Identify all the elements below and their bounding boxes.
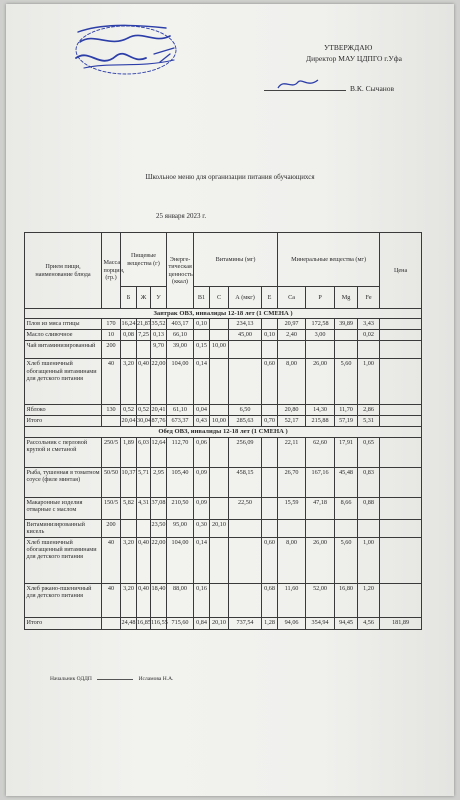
section-row [25,309,422,319]
dish-name: Хлеб пшеничный обогащенный витаминами для детского питания [25,537,102,583]
document-sheet [6,4,454,796]
table-cell [210,537,229,583]
table-cell [380,330,422,341]
table-cell [137,519,151,537]
table-cell: 62,60 [306,437,335,467]
table-cell [194,330,210,341]
table-cell: 200 [102,341,121,359]
table-cell: 104,00 [167,359,194,405]
table-cell: 30,04 [137,416,151,427]
table-cell: 215,88 [306,416,335,427]
table-cell: 26,00 [306,537,335,583]
table-cell: 15,59 [278,497,306,519]
table-cell: 52,17 [278,416,306,427]
table-cell: 172,58 [306,319,335,330]
table-cell: 150/5 [102,497,121,519]
footer-signature [50,676,173,682]
table-cell: 0,65 [358,437,380,467]
table-cell [262,497,278,519]
table-cell: 8,00 [278,537,306,583]
table-cell: 0,10 [194,319,210,330]
table-cell: 22,11 [278,437,306,467]
table-cell [262,341,278,359]
table-cell: 20,10 [210,617,229,629]
table-cell: 0,14 [194,359,210,405]
table-cell [262,467,278,497]
table-cell: 0,60 [262,537,278,583]
table-cell: 0,40 [137,583,151,617]
section-title: Завтрак ОВЗ, инвалиды 12-18 лет (1 СМЕНА ) [25,309,422,319]
signature-line [264,90,346,91]
table-cell: 458,15 [229,467,262,497]
table-row [25,416,422,427]
table-cell [278,341,306,359]
table-cell [210,467,229,497]
table-cell: 9,70 [151,341,167,359]
table-cell [380,359,422,405]
header-sub: Ж [137,287,151,309]
table-row [25,330,422,341]
table-cell [210,319,229,330]
table-cell: 18,40 [151,583,167,617]
table-cell: 0,43 [194,416,210,427]
table-cell: 94,45 [335,617,358,629]
table-cell: 737,54 [229,617,262,629]
table-row [25,437,422,467]
table-cell [380,519,422,537]
table-cell [229,537,262,583]
table-cell: 10,37 [121,467,137,497]
table-row [25,497,422,519]
dish-name: Макаронные изделия отварные с маслом [25,497,102,519]
table-cell: 57,19 [335,416,358,427]
table-cell: 20,80 [278,405,306,416]
table-cell [262,319,278,330]
table-cell: 715,60 [167,617,194,629]
table-cell: 16,24 [121,319,137,330]
header-price: Цена [380,233,422,309]
table-cell: 0,83 [358,467,380,497]
table-cell: 45,48 [335,467,358,497]
table-cell [380,405,422,416]
table-cell: 21,87 [137,319,151,330]
table-cell: 16,85 [137,617,151,629]
table-cell: 200 [102,519,121,537]
table-cell [380,583,422,617]
footer-name: Исламова Н.А. [138,676,174,682]
table-cell: 354,94 [306,617,335,629]
table-cell: 66,10 [167,330,194,341]
table-cell: 0,08 [121,330,137,341]
footer-signature-line [97,679,133,680]
table-cell [278,519,306,537]
header-sub: Е [262,287,278,309]
table-cell: 1,00 [358,359,380,405]
table-cell [262,405,278,416]
table-cell [229,341,262,359]
table-cell: 3,43 [358,319,380,330]
table-cell: 20,41 [151,405,167,416]
table-cell: 16,80 [335,583,358,617]
table-cell [380,437,422,467]
approval-position: Директор МАУ ЦДПГО г.Уфа [306,54,402,63]
section-row [25,427,422,437]
table-cell [102,617,121,629]
table-cell: 26,00 [306,359,335,405]
table-cell [358,519,380,537]
table-cell: 87,76 [151,416,167,427]
table-cell [210,583,229,617]
table-cell: 285,63 [229,416,262,427]
table-cell: 20,04 [121,416,137,427]
header-sub: У [151,287,167,309]
table-cell: 0,13 [151,330,167,341]
approval-title: УТВЕРЖДАЮ [324,43,373,52]
menu-table [24,232,422,630]
table-cell: 5,31 [358,416,380,427]
table-cell: 0,68 [262,583,278,617]
table-cell: 0,15 [194,341,210,359]
table-cell: 0,70 [262,416,278,427]
table-cell: 12,64 [151,437,167,467]
menu-date: 25 января 2023 г. [156,212,207,220]
approval-block [306,42,402,64]
table-cell: 17,91 [335,437,358,467]
header-mass: Масса порции, (гр.) [102,233,121,309]
table-cell: 40 [102,583,121,617]
table-cell: 167,16 [306,467,335,497]
table-cell: 0,40 [137,537,151,583]
table-cell [306,519,335,537]
header-energy: Энерге-тическая ценность (ккал) [167,233,194,309]
table-cell: 181,89 [380,617,422,629]
table-cell: 0,60 [262,359,278,405]
table-cell [137,341,151,359]
table-row [25,319,422,330]
table-cell: 0,09 [194,497,210,519]
table-cell: 39,00 [167,341,194,359]
header-sub: В1 [194,287,210,309]
table-cell [380,416,422,427]
table-cell: 61,10 [167,405,194,416]
table-cell: 112,70 [167,437,194,467]
table-cell: 8,00 [278,359,306,405]
table-cell [210,359,229,405]
dish-name: Итого [25,416,102,427]
table-cell: 4,56 [358,617,380,629]
header-sub: Б [121,287,137,309]
header-sub: А (мкг) [229,287,262,309]
table-cell: 0,88 [358,497,380,519]
table-cell: 130 [102,405,121,416]
table-cell: 6,03 [137,437,151,467]
table-cell [262,519,278,537]
dish-name: Хлеб пшеничный обогащенный витаминами для детского питания [25,359,102,405]
header-nutrients: Пищевые вещества (г) [121,233,167,287]
table-cell: 6,50 [229,405,262,416]
table-cell: 5,60 [335,537,358,583]
header-dish: Прием пищи, наименование блюда [25,233,102,309]
table-cell: 0,40 [137,359,151,405]
table-cell: 20,10 [210,519,229,537]
table-cell [210,497,229,519]
table-cell: 0,52 [121,405,137,416]
table-cell: 256,09 [229,437,262,467]
approver-name: В.К. Сычанов [350,84,395,93]
table-cell: 5,71 [137,467,151,497]
table-cell: 37,08 [151,497,167,519]
table-cell [210,330,229,341]
table-cell: 3,20 [121,583,137,617]
dish-name: Итого [25,617,102,629]
table-cell [380,467,422,497]
table-cell: 403,17 [167,319,194,330]
table-cell: 47,18 [306,497,335,519]
dish-name: Плов из мяса птицы [25,319,102,330]
table-cell: 11,60 [278,583,306,617]
dish-name: Рассольник с перловой крупой и сметаной [25,437,102,467]
table-cell [121,519,137,537]
table-cell: 4,31 [137,497,151,519]
table-cell: 50/50 [102,467,121,497]
table-cell: 23,50 [151,519,167,537]
table-cell: 2,40 [278,330,306,341]
table-cell: 24,48 [121,617,137,629]
menu-title: Школьное меню для организации питания обучающихся [145,173,315,181]
table-cell [380,537,422,583]
table-cell: 1,20 [358,583,380,617]
table-cell: 8,66 [335,497,358,519]
header-minerals: Минеральные вещества (мг) [278,233,380,287]
table-cell [210,405,229,416]
header-sub: С [210,287,229,309]
table-cell: 7,25 [137,330,151,341]
table-cell: 1,00 [358,537,380,583]
table-cell: 95,00 [167,519,194,537]
table-cell: 40 [102,359,121,405]
header-sub: Р [306,287,335,309]
table-cell: 2,95 [151,467,167,497]
table-cell [306,341,335,359]
table-cell: 0,06 [194,437,210,467]
dish-name: Яблоко [25,405,102,416]
table-cell: 22,50 [229,497,262,519]
table-cell: 0,02 [358,330,380,341]
table-cell: 234,13 [229,319,262,330]
table-cell: 250/5 [102,437,121,467]
header-sub: Fe [358,287,380,309]
table-cell: 0,30 [194,519,210,537]
table-row [25,519,422,537]
table-cell: 673,37 [167,416,194,427]
table-cell [229,359,262,405]
table-cell: 10 [102,330,121,341]
table-cell: 3,00 [306,330,335,341]
table-cell: 1,28 [262,617,278,629]
table-cell: 88,00 [167,583,194,617]
section-title: Обед ОВЗ, инвалиды 12-18 лет (1 СМЕНА ) [25,427,422,437]
dish-name: Витаминизированный кисель [25,519,102,537]
header-sub: Mg [335,287,358,309]
dish-name: Хлеб ржано-пшеничный для детского питания [25,583,102,617]
table-cell: 14,30 [306,405,335,416]
table-row [25,359,422,405]
stamp-signature-icon [70,18,182,80]
table-cell: 35,52 [151,319,167,330]
table-row [25,467,422,497]
table-cell: 10,00 [210,416,229,427]
header-vitamins: Витамины (мг) [194,233,278,287]
table-cell: 10,00 [210,341,229,359]
table-cell: 0,16 [194,583,210,617]
table-cell: 0,52 [137,405,151,416]
table-cell: 3,20 [121,537,137,583]
table-cell: 45,00 [229,330,262,341]
table-cell: 2,86 [358,405,380,416]
director-signature-icon [274,74,324,94]
table-row [25,617,422,629]
table-row [25,583,422,617]
table-cell [210,437,229,467]
table-cell [335,519,358,537]
table-cell: 5,82 [121,497,137,519]
table-cell: 116,55 [151,617,167,629]
dish-name: Чай витаминизированный [25,341,102,359]
table-cell: 22,00 [151,537,167,583]
table-row [25,341,422,359]
table-cell: 5,60 [335,359,358,405]
table-cell: 39,89 [335,319,358,330]
table-cell [262,437,278,467]
table-cell [229,519,262,537]
header-sub: Са [278,287,306,309]
table-cell: 104,00 [167,537,194,583]
table-cell: 105,40 [167,467,194,497]
table-cell: 22,00 [151,359,167,405]
table-cell [335,330,358,341]
dish-name: Рыба, тушенная в томатном соусе (филе минтая) [25,467,102,497]
table-cell: 0,09 [194,467,210,497]
menu-table-body [25,309,422,630]
table-cell: 210,50 [167,497,194,519]
table-cell: 3,20 [121,359,137,405]
table-cell: 1,89 [121,437,137,467]
table-cell [102,416,121,427]
table-cell [380,319,422,330]
table-cell: 0,04 [194,405,210,416]
table-cell: 0,10 [262,330,278,341]
table-cell [335,341,358,359]
table-cell: 52,00 [306,583,335,617]
table-cell: 0,14 [194,537,210,583]
dish-name: Масло сливочное [25,330,102,341]
table-cell [380,497,422,519]
table-cell: 20,97 [278,319,306,330]
table-cell: 0,84 [194,617,210,629]
footer-role: Начальник ОДДП [50,676,92,682]
table-cell: 170 [102,319,121,330]
table-cell: 11,70 [335,405,358,416]
table-cell: 94,06 [278,617,306,629]
table-cell [380,341,422,359]
table-cell: 40 [102,537,121,583]
table-cell [121,341,137,359]
table-cell: 26,70 [278,467,306,497]
table-row [25,537,422,583]
table-cell [358,341,380,359]
table-row [25,405,422,416]
table-cell [229,583,262,617]
